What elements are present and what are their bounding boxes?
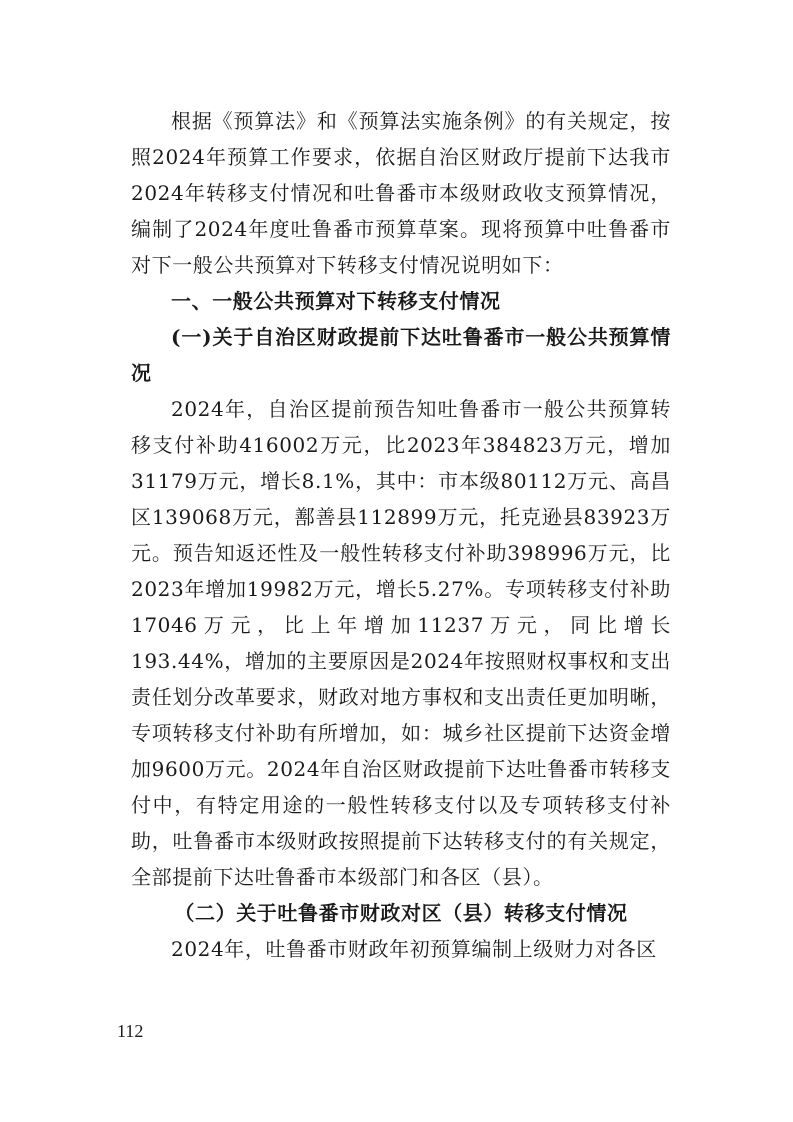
subsection-paragraph-1-2: 2024年，吐鲁番市财政年初预算编制上级财力对各区 xyxy=(171,937,657,961)
page-number: 112 xyxy=(117,1021,144,1041)
subsection-heading-1-1: (一)关于自治区财政提前下达吐鲁番市一般公共预算情况 xyxy=(131,325,671,385)
intro-paragraph: 根据《预算法》和《预算法实施条例》的有关规定，按照2024年预算工作要求，依据自治区财政厅提前下达我市2024年转移支付情况和吐鲁番市本级财政收支预算情况，编制了2024年度吐鲁番市预算草案。现将预算中吐鲁番市对下一般公共预算对下转移支付情况说明如下： xyxy=(131,109,671,277)
subsection-heading-1-2: （二）关于吐鲁番市财政对区（县）转移支付情况 xyxy=(174,901,628,925)
document-body xyxy=(131,103,671,967)
subsection-paragraph-1-1: 2024年，自治区提前预告知吐鲁番市一般公共预算转移支付补助416002万元，比2023年384823万元，增加31179万元，增长8.1%，其中：市本级80112万元、高昌区139068万元，鄯善县112899万元，托克逊县83923万元。预告知返还性及一般性转移支付补助398996万元，比2023年增加19982万元，增长5.27%。专项转移支付补助17046万元，比上年增加11237万元，同比增长193.44%，增加的主要原因是2024年按照财权事权和支出责任划分改革要求，财政对地方事权和支出责任更加明晰，专项转移支付补助有所增加，如：城乡社区提前下达资金增加9600万元。2024年自治区财政提前下达吐鲁番市转移支付中，有特定用途的一般性转移支付以及专项转移支付补助，吐鲁番市本级财政按照提前下达转移支付的有关规定，全部提前下达吐鲁番市本级部门和各区（县）。 xyxy=(131,397,671,889)
section-heading-1: 一、一般公共预算对下转移支付情况 xyxy=(171,289,501,313)
